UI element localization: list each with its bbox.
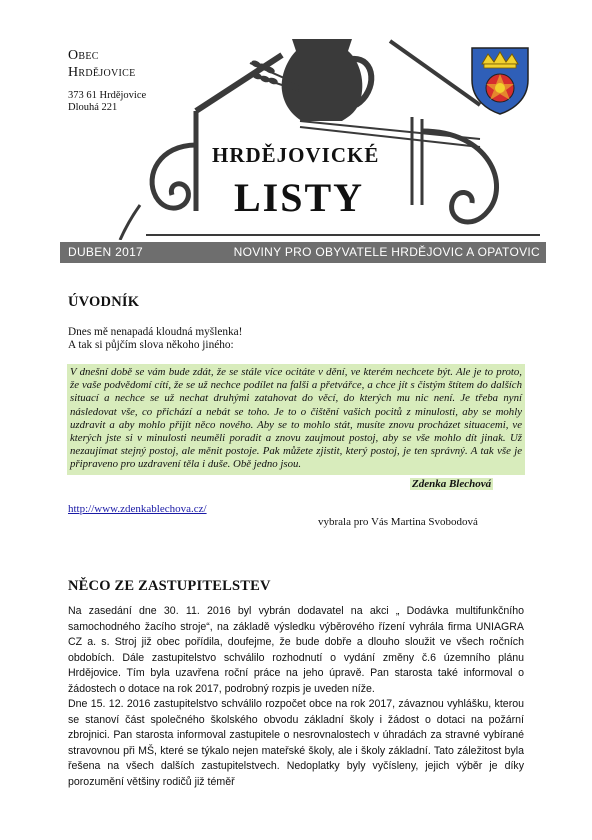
selection-credit: vybrala pro Vás Martina Svobodová	[318, 516, 478, 528]
issue-date: DUBEN 2017	[68, 245, 144, 259]
quote-signature: Zdenka Blechová	[412, 478, 492, 490]
obec-line1: Obec	[68, 48, 99, 63]
author-website-link[interactable]: http://www.zdenkablechova.cz/	[68, 503, 207, 515]
obec-line2: Hrdějovice	[68, 65, 136, 80]
newsletter-subtitle: NOVINY PRO OBYVATELE HRDĚJOVIC A OPATOVIC	[233, 245, 540, 259]
quote-text: V dnešní době se vám bude zdát, že se stále více ocitáte v dění, ve kterém nechcete být. Ale je to proto, že vaše podvědomí cítí, že se už nechce podílet na falši a přetvářce, a chce jít s čistým štítem do dalších situací a nechce se už nechat druhými zatahovat do věcí, do kterých mu nic není. Je třeba nyní následovat vše, co přichází a nebát se toho. Je to o čištění vašich pocitů z minulosti, aby se mohly uzdravit a aby mohlo přijít něco nového. Aby se to mohlo stát, musíte znovu procházet situacemi, ve kterých jste si v minulosti neuměli poradit a znovu zaujmout postoj, aby se vše mohlo dít jinak. Už nezaujímat stejný postoj, ale měnit postoje. Pak můžete zjistit, který postoj, je ten správný. A tak vše je připraveno pro uzdravení těla i duše. Obě jedno jsou.	[70, 366, 522, 471]
article-paragraph-2: Dne 15. 12. 2016 zastupitelstvo schválilo rozpočet obce na rok 2017, závaznou vyhlášku, kterou se stanoví část společného školského obvodu základní školy i žádost o dotaci na požární zbrojnici. Pan starosta informoval zastupitele o nesrovnalostech v úhradách za stravné vybírané stravovnou při MŠ, které se týkalo nejen mateřské školy, ale i školy základní. Tato záležitost byla řešena na všech dalších zastupitelstvech. Nedoplatky byly vyčísleny, jejich výběr je díky porozumění většiny rodičů již téměř	[68, 698, 524, 788]
address-line2: Dlouhá 221	[68, 102, 118, 113]
address-line1: 373 61 Hrdějovice	[68, 90, 147, 101]
issue-banner	[60, 242, 546, 263]
masthead-title-line2: LISTY	[234, 175, 365, 220]
coat-of-arms-icon	[468, 44, 532, 116]
intro-line1: Dnes mě nenapadá kloudná myšlenka!	[68, 326, 243, 338]
intro-line2: A tak si půjčím slova někoho jiného:	[68, 339, 234, 351]
section-heading-uvodnik: ÚVODNÍK	[68, 294, 140, 310]
section-heading-zastupitelstvo: NĚCO ZE ZASTUPITELSTEV	[68, 578, 271, 594]
highlighted-quote	[67, 364, 525, 475]
article-paragraph-1: Na zasedání dne 30. 11. 2016 byl vybrán dodavatel na akci „ Dodávka multifunkčního samochodného žacího stroje“, na základě výsledku výběrového řízení vyhrála firma UNIAGRA CZ a. s. Stroj již obec pořídila, doufejme, že bude dobře a dlouho sloužit ve všech ročních obdobích. Dále zastupitelstvo schválilo rozhodnutí o vydání změny č.6 územního plánu Hrdějovice. Tím byla uzavřena roční práce na jeho úpravě. Pan starosta také informoval o žádostech o dotace na rok 2017, podrobný rozpis je uveden níže.	[68, 605, 524, 695]
masthead-title-line1: HRDĚJOVICKÉ	[212, 143, 380, 167]
